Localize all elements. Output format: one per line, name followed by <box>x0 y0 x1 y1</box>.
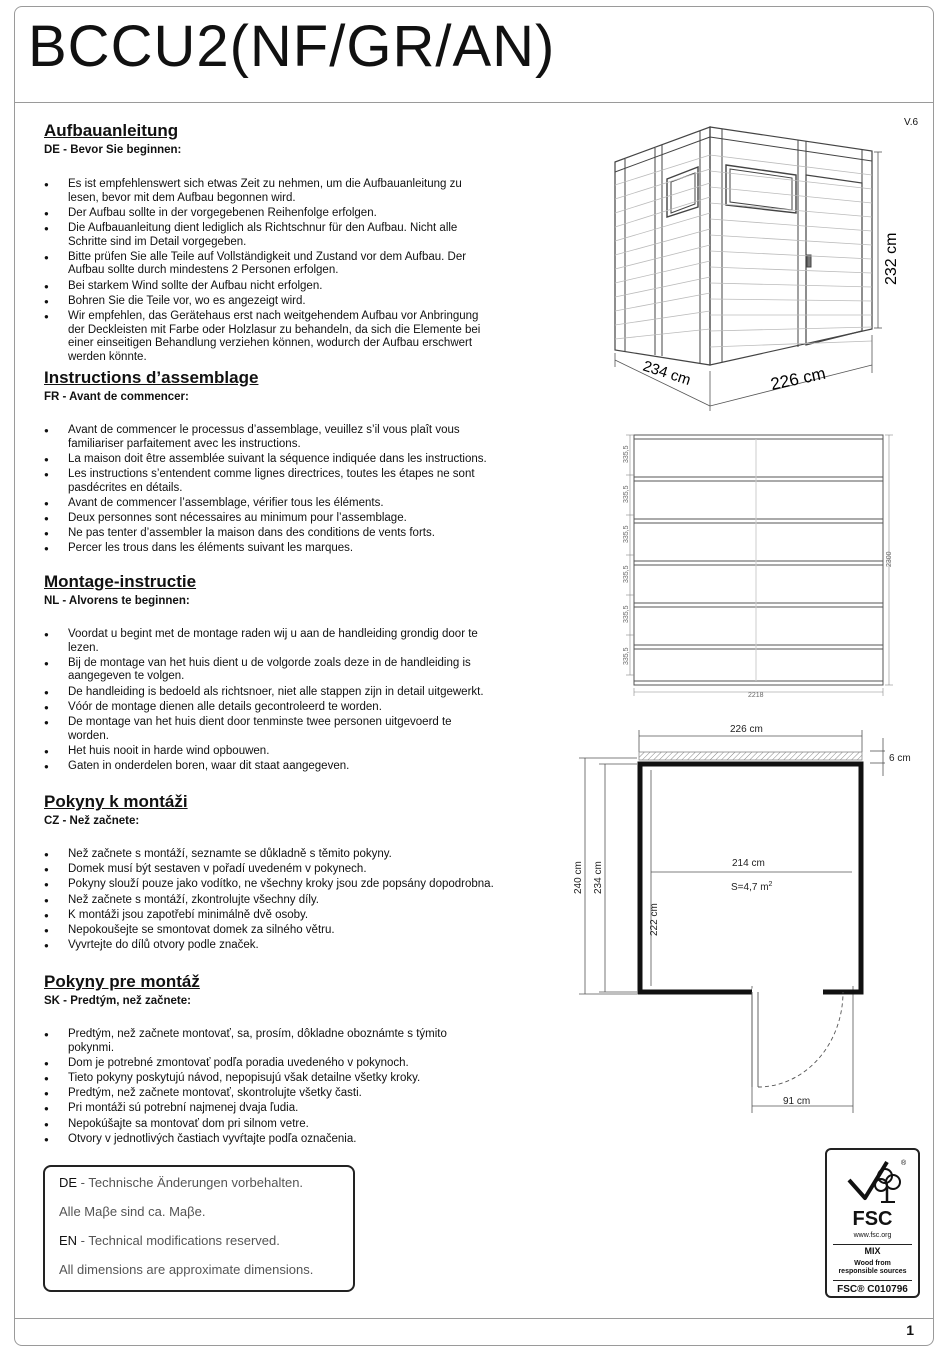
note-en-dimensions: All dimensions are approximate dimensions. <box>59 1262 314 1277</box>
board-height-label: 335,5 <box>623 647 630 665</box>
section-heading: Aufbauanleitung <box>44 121 179 140</box>
section-heading: Montage-instructie <box>44 572 197 591</box>
page-title: BCCU2(NF/GR/AN) <box>28 14 556 79</box>
fsc-wood-source <box>827 1260 918 1276</box>
fsc-divider <box>833 1280 912 1281</box>
instruction-item: ● Otvory v jednotlivých častiach vyvŕtajte podľa označenia. <box>44 1133 494 1147</box>
total-height-label: 2300 <box>886 551 893 567</box>
board-height-label: 335,5 <box>623 485 630 503</box>
instruction-item: ● Der Aufbau sollte in der vorgegebenen Reihenfolge erfolgen. <box>44 207 494 221</box>
instruction-item: ● De montage van het huis dient door tenminste twee personen uitgevoerd te worden. <box>44 716 494 743</box>
section-heading: Instructions d’assemblage <box>44 368 259 387</box>
front-elevation-drawing <box>608 425 898 705</box>
fsc-label <box>825 1148 920 1298</box>
section-subheading: SK - Predtým, než začnete: <box>44 995 191 1007</box>
note-de <box>59 1175 303 1190</box>
section-fr <box>44 368 494 558</box>
instruction-list <box>44 848 494 953</box>
instruction-item: ● Vóór de montage dienen alle details gecontroleerd te worden. <box>44 701 494 715</box>
instruction-item: ● Die Aufbauanleitung dient lediglich als Richtschnur für den Aufbau. Nicht alle Schritte sind im Detail vorgegeben. <box>44 222 494 249</box>
plan-dimension-lines <box>579 730 885 1113</box>
board-height-label: 335,5 <box>623 565 630 583</box>
version-label: V.6 <box>904 117 919 128</box>
instruction-item: ● Bohren Sie die Teile vor, wo es angezeigt wird. <box>44 295 494 309</box>
inner-depth-label: 222 cm <box>649 903 660 936</box>
instruction-item: ● Avant de commencer l’assemblage, vérifier tous les éléments. <box>44 497 494 511</box>
instruction-item: ● Es ist empfehlenswert sich etwas Zeit zu nehmen, um die Aufbauanleitung zu lesen, bevor mit dem Aufbau begonnen wird. <box>44 178 494 205</box>
instruction-item: ● Než začnete s montáží, seznamte se důkladně s těmito pokyny. <box>44 848 494 862</box>
fsc-license-code: FSC® C010796 <box>837 1284 908 1295</box>
inner-width-label: 214 cm <box>732 858 765 869</box>
disclaimer-box <box>43 1165 355 1292</box>
board-height-label: 335,5 <box>623 605 630 623</box>
depth-dimension: 234 cm <box>640 357 693 390</box>
section-nl <box>44 572 494 775</box>
instruction-item: ● Nepokoušejte se smontovat domek za silného větru. <box>44 924 494 938</box>
section-subheading: DE - Bevor Sie beginnen: <box>44 144 182 156</box>
instruction-item: ● Deux personnes sont nécessaires au minimum pour l’assemblage. <box>44 512 494 526</box>
instruction-item: ● Avant de commencer le processus d’assemblage, veuillez s’il vous plaît vous familiariser parfaitement avec les instructions. <box>44 424 494 451</box>
section-subheading: CZ - Než začnete: <box>44 815 140 827</box>
door-width-label: 91 cm <box>783 1096 811 1107</box>
overhang-label: 6 cm <box>889 753 911 764</box>
instruction-item: ● Gaten in onderdelen boren, waar dit staat aangegeven. <box>44 760 494 774</box>
instruction-item: ● Vyvrtejte do dílů otvory podle značek. <box>44 939 494 953</box>
note-de-code: DE <box>59 1175 78 1190</box>
door-swing <box>752 992 843 1087</box>
instruction-item: ● Bij de montage van het huis dient u de volgorde zoals deze in de handleiding is aangegeven te volgen. <box>44 657 494 684</box>
board-height-label: 335,5 <box>623 445 630 463</box>
total-width-label: 2218 <box>748 692 764 699</box>
page-number: 1 <box>906 1322 914 1338</box>
instruction-list <box>44 424 494 556</box>
instruction-item: ● Tieto pokyny poskytujú návod, nepopisujú však detailne všetky kroky. <box>44 1072 494 1086</box>
roof-overhang <box>639 752 862 760</box>
fsc-mix: MIX <box>864 1246 881 1256</box>
instruction-list <box>44 1028 494 1146</box>
elevation-board-labels <box>623 445 893 699</box>
fsc-registered-mark: ® <box>901 1160 907 1167</box>
fsc-wood-line2: responsible sources <box>838 1268 907 1275</box>
title-divider <box>14 102 934 103</box>
area-label <box>731 881 773 893</box>
note-en <box>59 1233 280 1248</box>
fsc-name: FSC <box>852 1208 893 1230</box>
fsc-divider <box>833 1244 912 1245</box>
instruction-item: ● Bitte prüfen Sie alle Teile auf Vollständigkeit und Zustand vor dem Aufbau. Der Aufbau sollte durch mindestens 2 Personen erfolgen. <box>44 251 494 278</box>
siding-lines <box>615 155 872 347</box>
instruction-item: ● Pokyny slouží pouze jako vodítko, ne všechny kroky jsou zde popsány dopodrobna. <box>44 878 494 892</box>
note-de-text: - Technische Änderungen vorbehalten. <box>77 1175 304 1190</box>
floor-plan-drawing <box>565 718 925 1118</box>
instruction-item: ● Dom je potrebné zmontovať podľa poradia uvedeného v pokynoch. <box>44 1057 494 1071</box>
instruction-item: ● Nepokúšajte sa montovať dom pri silnom vetre. <box>44 1118 494 1132</box>
section-subheading: FR - Avant de commencer: <box>44 391 189 403</box>
area-unit-exponent: 2 <box>768 881 773 888</box>
instruction-item: ● Predtým, než začnete montovať, sa, prosím, dôkladne oboznámte s týmito pokynmi. <box>44 1028 494 1055</box>
fsc-tree-check-icon <box>827 1150 918 1210</box>
note-en-code: EN <box>59 1233 78 1248</box>
section-subheading: NL - Alvorens te beginnen: <box>44 595 190 607</box>
instruction-item: ● Percer les trous dans les éléments suivant les marques. <box>44 542 494 556</box>
instruction-item: ● Pri montáži sú potrební najmenej dvaja ľudia. <box>44 1102 494 1116</box>
section-heading: Pokyny k montáži <box>44 792 188 811</box>
instruction-item: ● Het huis nooit in harde wind opbouwen. <box>44 745 494 759</box>
outer-depth-b-label: 234 cm <box>593 861 604 894</box>
section-de <box>44 121 494 366</box>
section-cz <box>44 792 494 954</box>
note-en-text: - Technical modifications reserved. <box>77 1233 280 1248</box>
instruction-list <box>44 178 494 364</box>
area-value: S=4,7 m <box>731 882 769 893</box>
instruction-item: ● Les instructions s’entendent comme lignes directrices, toutes les étapes ne sont pasdécrites en détails. <box>44 468 494 495</box>
width-dimension: 226 cm <box>768 363 828 394</box>
instruction-item: ● Ne pas tenter d’assembler la maison dans des conditions de vents forts. <box>44 527 494 541</box>
note-de-dimensions: Alle Maβe sind ca. Maβe. <box>59 1204 206 1219</box>
section-heading: Pokyny pre montáž <box>44 972 200 991</box>
height-dimension: 232 cm <box>883 232 900 285</box>
instruction-item: ● Voordat u begint met de montage raden wij u aan de handleiding grondig door te lezen. <box>44 628 494 655</box>
footer-divider <box>14 1318 934 1319</box>
instruction-list <box>44 628 494 774</box>
fsc-url: www.fsc.org <box>853 1232 892 1239</box>
instruction-item: ● Bei starkem Wind sollte der Aufbau nicht erfolgen. <box>44 280 494 294</box>
instruction-item: ● Wir empfehlen, das Gerätehaus erst nach weitgehendem Aufbau vor Anbringung der Deckleisten mit Farbe oder Holzlasur zu behandeln, da sich die Elemente bei einer einseitigen Behandlung verziehen können, wodurch der Aufbau erschwert werden könnte. <box>44 310 494 364</box>
fsc-wood-line1: Wood from <box>854 1260 891 1267</box>
instruction-item: ● Predtým, než začnete montovať, skontrolujte všetky časti. <box>44 1087 494 1101</box>
instruction-item: ● K montáži jsou zapotřebí minimálně dvě osoby. <box>44 909 494 923</box>
shed-perspective-drawing <box>600 115 920 415</box>
plan-walls <box>640 764 861 992</box>
outer-depth-a-label: 240 cm <box>573 861 584 894</box>
section-sk <box>44 972 494 1148</box>
outer-width-label: 226 cm <box>730 724 763 735</box>
instruction-item: ● Než začnete s montáží, zkontrolujte všechny díly. <box>44 894 494 908</box>
instruction-item: ● La maison doit être assemblée suivant la séquence indiquée dans les instructions. <box>44 453 494 467</box>
elevation-boards <box>634 435 883 685</box>
instruction-item: ● Domek musí být sestaven v pořadí uvedeném v pokynech. <box>44 863 494 877</box>
board-height-label: 335,5 <box>623 525 630 543</box>
instruction-item: ● De handleiding is bedoeld als richtsnoer, niet alle stappen zijn in detail uitgewerkt. <box>44 686 494 700</box>
